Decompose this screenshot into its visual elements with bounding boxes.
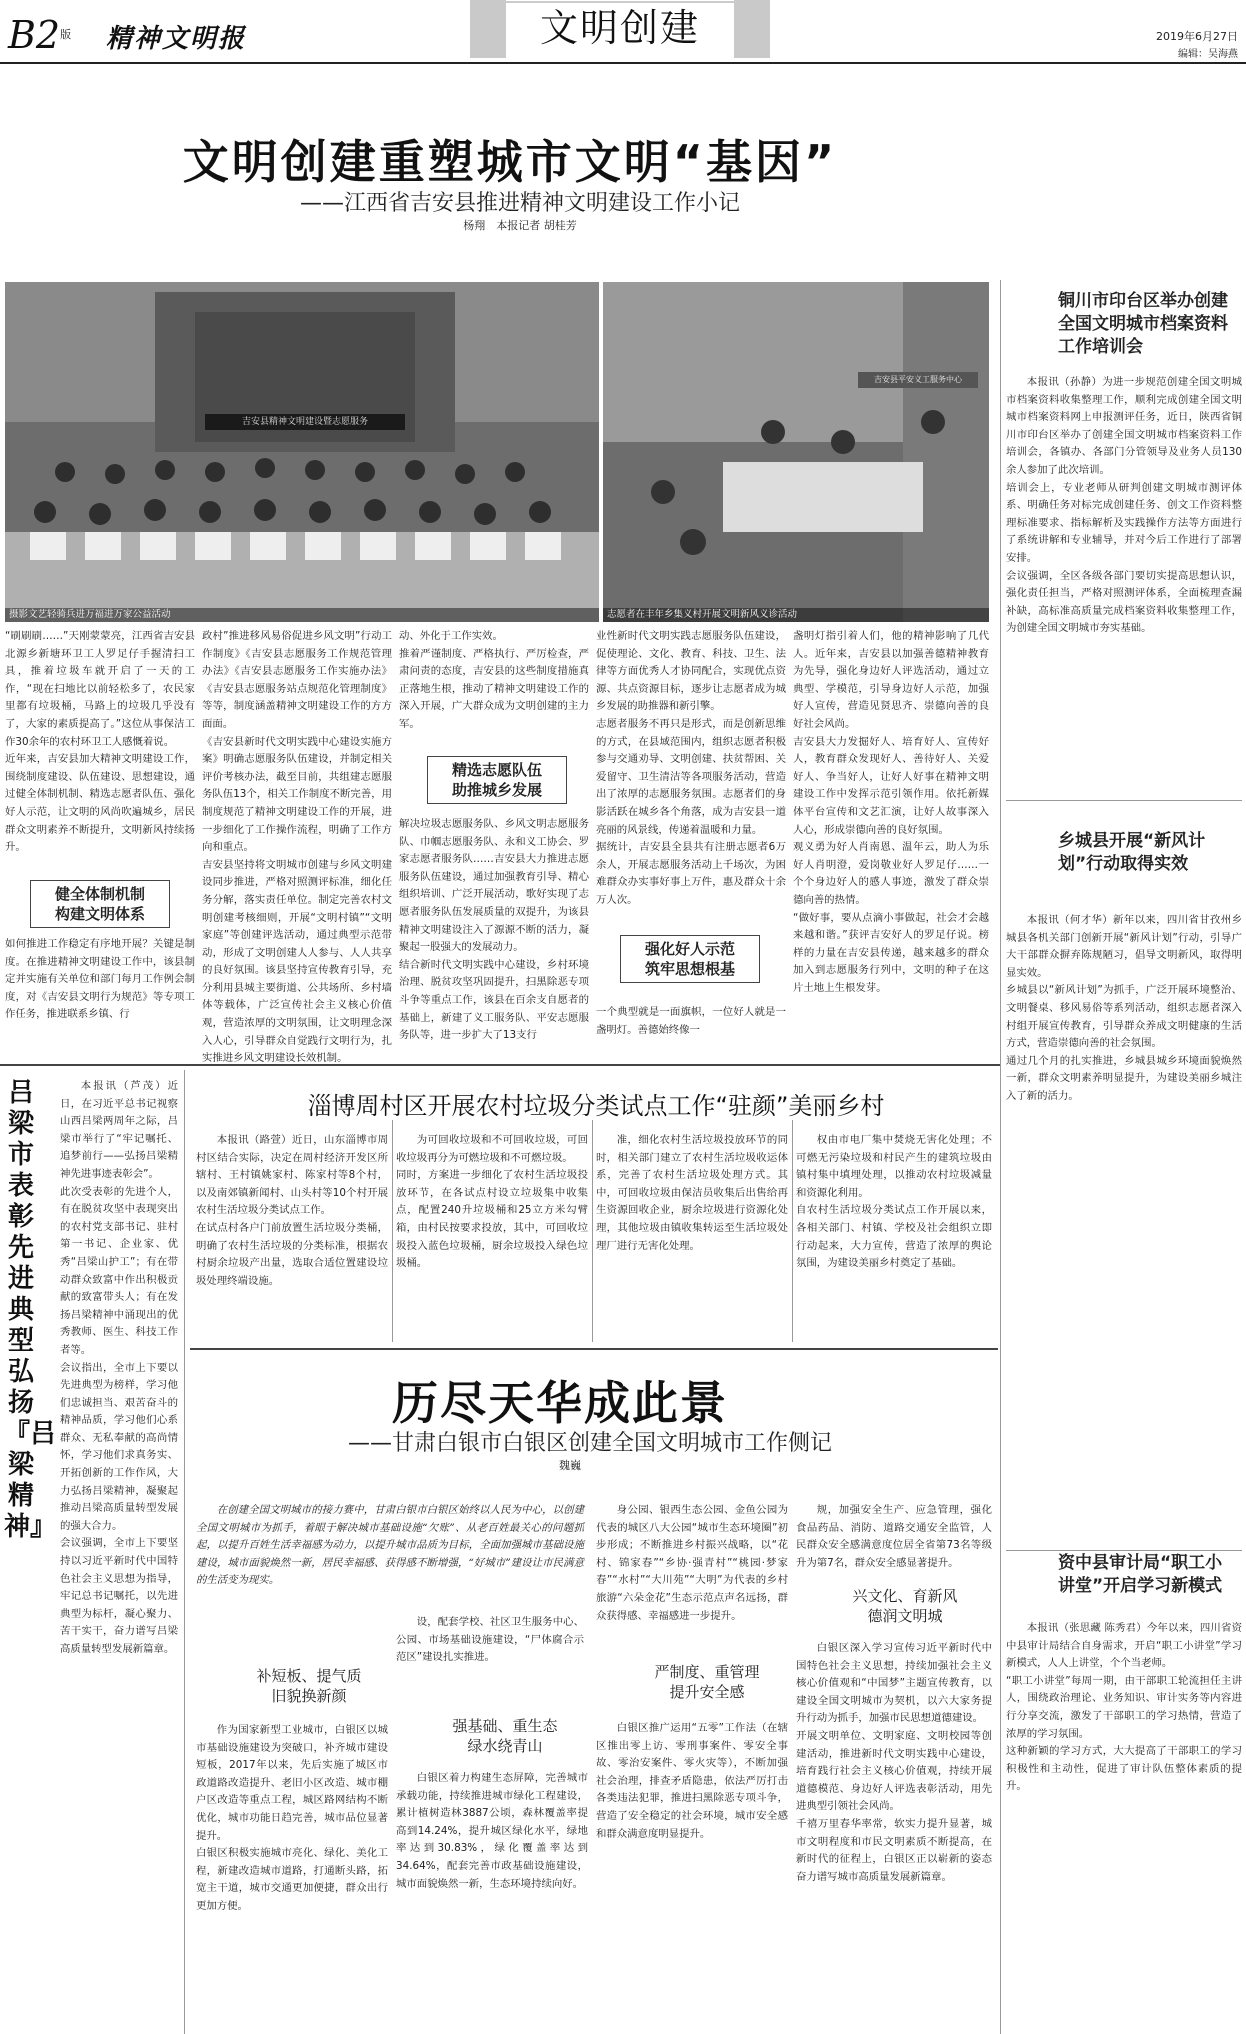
right-article-3-title: 资中县审计局“职工小讲堂”开启学习新模式 — [1058, 1553, 1223, 1596]
lead-col-3b: 解决垃圾志愿服务队、乡风文明志愿服务队、巾帼志愿服务队、永和义工协会、罗家志愿者服务队……吉安县大力推进志愿服务队伍建设，通过加强教育引导、精心组织培训、广泛开展活动，歌好实现了志愿者服务队伍发展质量的双提升，为该县精神文明建设注入了源源不断的活力，凝聚起一股强大的发展动力。 结合新时代文明实践中心建设，乡村环境治理、脱贫攻坚巩固提升，扫黑除恶专项斗争等重点工作，该县在百余支自愿者的基础上，新建了义工服务队、平安志愿服务队等，进一步扩大了13支行 — [399, 818, 589, 1042]
zibo-col-2: 为可回收垃圾和不可回收垃圾，可回收垃圾再分为可燃垃圾和不可燃垃圾。 同时，方案进一步细化了农村生活垃圾投放环节，在各试点村设立垃圾集中收集点，配置240升垃圾桶和25立方米勾臂箱，由村民按要求投放，其中，可回收垃圾投入蓝色垃圾桶，厨余垃圾投入绿色垃圾桶。 — [396, 1134, 588, 1270]
col-rule — [392, 1120, 393, 1342]
lead-subhead-1: 健全体制机制 构建文明体系 — [30, 880, 170, 928]
baiyin-col-c: 身公园、银西生态公园、金鱼公园为代表的城区八大公园“城市生态环境圈”初步形成；不断推进乡村振兴战略，以“花村、锦家春”“乡协·强青村”“桃园·梦家春”“水村”“大川苑”“大明”为代表的乡村旅游“六朵金花”生态示范点声名远扬，群众获得感、幸福感进一步提升。 — [596, 1504, 788, 1622]
lead-col-3: 动、外化于工作实效。 推着严谨制度、严格执行、严厉检查，严肃问责的态度，吉安县的这些制度措施真正落地生根，推动了精神文明建设工作的深入开展，广大群众成为文明创建的主力军。 — [399, 630, 589, 730]
baiyin-subhead-b: 强基础、重生态 绿水绕青山 — [452, 1717, 558, 1755]
right-article-1-title: 铜川市印台区举办创建全国文明城市档案资料工作培训会 — [1058, 291, 1228, 357]
page-header — [0, 0, 1246, 64]
right-article-2-body: 本报讯（何才华）新年以来，四川省甘孜州乡城县各机关部门创新开展“新风计划”行动，引导广大干部群众摒弃陈规陋习，倡导文明新风，取得明显实效。 乡城县以“新风计划”为抓手，广泛开展环境整治、文明餐桌、移风易俗等系列活动，组织志愿者深入村组开展宣传教育，引导群众养成文明健康的生活方式，营造崇德向善的社会氛围。 通过几个月的扎实推进，乡城县城乡环境面貌焕然一新，群众文明素养明显提升，为建设美丽乡城注入了新的活力。 — [1006, 914, 1242, 1102]
section-title: 文明创建 — [539, 6, 700, 50]
right-article-2-title: 乡城县开展“新风计划”行动取得实效 — [1058, 831, 1206, 874]
zibo-col-3: 准，细化农村生活垃圾投放环节的同时，相关部门建立了农村生活垃圾收运体系，完善了农村生活垃圾处理方式。其中，可回收垃圾由保洁员收集后出售给再生资源回收企业，厨余垃圾进行资源化处理，其他垃圾由镇收集转运至生活垃圾处理厂进行无害化处理。 — [596, 1134, 788, 1252]
lvliang-title: 吕梁市表彰先进典型弘扬『吕梁精神』 — [4, 1078, 57, 1542]
lead-title: 文明创建重塑城市文明“基因” — [182, 135, 838, 189]
lead-col-1b: 如何推进工作稳定有序地开展？关键是制度。在推进精神文明建设工作中，该县制定并实施有关单位和部门每月工作例会制度，对《吉安县文明行为规范》等专项工作任务，推进联系乡镇、行 — [5, 938, 195, 1021]
baiyin-col-b: 设，配套学校、社区卫生服务中心、公园、市场基础设施建设，“尸体腐合示范区”建设扎实推进。 — [396, 1616, 584, 1664]
right-article-1-body: 本报讯（孙静）为进一步规范创建全国文明城市档案资料收集整理工作，顺利完成创建全国文明城市档案资料网上申报测评任务，近日，陕西省铜川市印台区举办了创建全国文明城市档案资料工作培训会，各镇办、各部门分管领导及业务人员130余人参加了此次培训。 培训会上，专业老师从研判创建文明城市测评体系、明确任务对标完成创建任务、创文工作资料整理标准要求、指标解析及实践操作方法等方面进行了系统讲解和专业辅导，并对今后工作进行了部署安排。 会议强调，全区各级各部门要切实提高思想认识，强化责任担当，严格对照测评体系，全面梳理查漏补缺，高标准高质量完成档案资料收集整理工作，为创建全国文明城市夯实基础。 — [1006, 376, 1242, 635]
lead-photo-group — [5, 282, 599, 622]
lead-photo-clinic — [603, 282, 989, 622]
baiyin-subhead-c: 严制度、重管理 提升安全感 — [654, 1663, 760, 1701]
lead-subhead-2: 精选志愿队伍 助推城乡发展 — [427, 756, 567, 804]
baiyin-title: 历尽天华成此景 — [392, 1376, 728, 1430]
baiyin-subhead-d: 兴文化、育新风 德润文明城 — [852, 1587, 958, 1625]
photo-caption: 摄影文艺轻骑兵进万福进万家公益活动 — [5, 608, 599, 622]
zibo-col-4: 权由市电厂集中焚烧无害化处理；不可燃无污染垃圾和村民产生的建筑垃圾由镇村集中填埋处理，以推动农村垃圾减量和资源化利用。 自农村生活垃圾分类试点工作开展以来，各相关部门、村镇、学校及社会组织立即行动起来，大力宣传，营造了浓厚的舆论氛围，为建设美丽乡村奠定了基础。 — [796, 1134, 992, 1270]
lead-subtitle: ——江西省吉安县推进精神文明建设工作小记 — [299, 191, 740, 216]
right-divider-2 — [1006, 1550, 1242, 1551]
baiyin-col-cc: 白银区推广运用“五零”工作法（在辖区推出零上访、零刑事案件、零安全事故、零治安案件、零火灾等），不断加强社会治理，排查矛盾隐患，依法严厉打击各类违法犯罪，推进扫黑除恶专项斗争，营造了安全稳定的社会环境，城市安全感和群众满意度明显提升。 — [596, 1722, 788, 1840]
editor: 编辑：吴海燕 — [1178, 49, 1238, 60]
photo-banner-text: 吉安县精神文明建设暨志愿服务 — [205, 414, 405, 430]
col-rule — [792, 1120, 793, 1342]
issue-date: 2019年6月27日 — [1156, 30, 1238, 43]
group-photo-illustration — [5, 282, 599, 622]
header-rule — [0, 62, 1246, 64]
lead-col-2: 政村”推进移风易俗促进乡风文明”行动工作制度》《吉安县志愿服务工作规范管理办法》《吉安县志愿服务工作实施办法》《吉安县志愿服务站点规范化管理制度》等等，制度涵盖精神文明建设工作的方方面面。 《吉安县新时代文明实践中心建设实施方案》明确志愿服务队伍建设，并制定相关评价考核办法，截至目前，共组建志愿服务队伍13个，相关工作制度不断完善，用制度规范了精神文明建设工作的开展，进一步细化了工作操作流程，明确了工作方向和重点。 吉安县坚持将文明城市创建与乡风文明建设同步推进，严格对照测评标准，细化任务分解，落实责任单位。制定完善农村文明创建考核细则，开展“文明村镇”“文明家庭”等创建评选活动，通过典型示范带动，形成了文明创建人人参与、人人共享的良好氛围。该县坚持宣传教育引导，充分利用县城主要街道、公共场所、乡村墙体等载体，广泛宣传社会主义核心价值观，营造浓厚的文明氛围，让文明理念深入人心，引导群众自觉践行文明行为，扎实推进乡风文明建设长效机制。 — [202, 630, 392, 1065]
baiyin-col-dd: 白银区深入学习宣传习近平新时代中国特色社会主义思想，持续加强社会主义核心价值观和“中国梦”主题宣传教育，以建设全国文明城市为契机，以六大家务提升行动为抓手，加强市民思想道德建设。 开展文明单位、文明家庭、文明校园等创建活动，推进新时代文明实践中心建设，培育践行社会主义核心价值观，持续开展道德模范、身边好人评选表彰活动，用先进典型引领社会风尚。 千禧万里春华率常，软实力提升显著，城市文明程度和市民文明素质不断提高，在新时代的征程上，白银区正以崭新的姿态奋力谱写城市高质量发展新篇章。 — [796, 1642, 992, 1883]
baiyin-byline: 魏巍 — [559, 1459, 581, 1472]
photo-caption: 志愿者在丰年乡集义村开展文明新风义诊活动 — [603, 608, 989, 622]
lead-col-4: 业性新时代文明实践志愿服务队伍建设，促使理论、文化、教育、科技、卫生、法律等方面优秀人才协同配合，实现优点资源、共点资源目标，逐步让志愿者成为城乡发展的助推器和新引擎。 志愿者服务不再只是形式，而是创新思维的方式，在县域范围内，组织志愿者积极参与交通劝导、文明创建、扶贫帮困、关爱留守、卫生清洁等各项服务活动，营造出了浓厚的志愿服务氛围。志愿者们的身影活跃在城乡各个角落，成为吉安县一道亮丽的风景线，传递着温暖和力量。 据统计，吉安县全县共有注册志愿者6万余人，开展志愿服务活动上千场次，为困难群众办实事好事上万件，惠及群众十余万人次。 — [596, 630, 786, 906]
lead-col-5: 盏明灯指引着人们，他的精神影响了几代人。近年来，吉安县以加强善德精神教育为先导，强化身边好人评选活动，通过立典型、学模范，引导身边好人示范，加强好人宣传，营造见贤思齐、崇德向善的良好社会风尚。 吉安县大力发掘好人、培育好人、宣传好人，教育群众发现好人、善待好人、关爱好人、争当好人，让好人好事在精神文明建设工作中发挥示范引领作用。依托新媒体平台宣传和文艺汇演，让好人故事深入人心，形成崇德向善的良好氛围。 观义勇为好人肖南恩、温年云，助人为乐好人肖明澄，爱岗敬业好人罗足仔……一个个身边好人的感人事迹，激发了群众崇德向善的热情。 “做好事，要从点滴小事做起，社会才会越来越和谐。”获评吉安好人的罗足仔说。榜样的力量在吉安县传递，越来越多的群众加入到志愿服务行列中，文明的种子在这片土地上生根发芽。 — [793, 630, 989, 994]
baiyin-col-a: 作为国家新型工业城市，白银区以城市基础设施建设为突破口，补齐城市建设短板，2017年以来，先后实施了城区市政道路改造提升、老旧小区改造、城市棚户区改造等重点工程，城区路网结构不断优化，城市功能日趋完善，城市品位显著提升。 白银区积极实施城市亮化、绿化、美化工程，新建改造城市道路，打通断头路，拓宽主干道，城市交通更加便捷，群众出行更加方便。 — [196, 1724, 388, 1912]
col-rule — [592, 1120, 593, 1342]
zibo-col-1: 本报讯（路萱）近日，山东淄博市周村区结合实际，决定在周村经济开发区所辖村、王村镇姚家村、陈家村等8个村，以及南郊镇新闻村、山头村等10个村开展农村生活垃圾分类试点工作。 在试点村各户门前放置生活垃圾分类桶，明确了农村生活垃圾的分类标准，根据农村厨余垃圾产出量，选取合适位置建设垃圾处理终端设施。 — [196, 1134, 388, 1287]
lvliang-rule — [184, 1070, 185, 2034]
baiyin-subhead-a: 补短板、提气质 旧貌换新颜 — [256, 1667, 362, 1705]
lead-col-4b: 一个典型就是一面旗帜，一位好人就是一盏明灯。善德始终像一 — [596, 1006, 786, 1036]
right-article-3-body: 本报讯（张思藏 陈秀君）今年以来，四川省资中县审计局结合自身需求，开启“职工小讲堂”学习新模式，人人上讲堂，个个当老师。 “职工小讲堂”每周一期，由干部职工轮流担任主讲人，围绕政治理论、业务知识、审计实务等内容进行分享交流，激发了干部职工的学习热情，营造了浓厚的学习氛围。 这种新颖的学习方式，大大提高了干部职工的学习积极性和主动性，促进了审计队伍整体素质的提升。 — [1006, 1622, 1242, 1793]
baiyin-col-d: 规，加强安全生产、应急管理，强化食品药品、消防、道路交通安全监管，人民群众安全感满意度位居全省第73名等级升为第7名，群众安全感显著提升。 — [796, 1504, 992, 1569]
zibo-bottom-rule — [190, 1348, 998, 1350]
zibo-title: 淄博周村区开展农村垃圾分类试点工作“驻颜”美丽乡村 — [307, 1092, 885, 1120]
baiyin-lead: 在创建全国文明城市的接力赛中，甘肃白银市白银区始终以人民为中心，以创建全国文明城市为抓手，着眼于解决城市基础设施“欠账”、从老百姓最关心的问题抓起，以提升百姓生活幸福感为动力，以提升城市品质为目标，全面加强城市基础设施建设，城市面貌焕然一新，居民幸福感、获得感不断增强，“好城市”建设让市民满意的生活变为现实。 — [196, 1504, 584, 1587]
baiyin-col-bb: 白银区着力构建生态屏障，完善城市承载功能，持续推进城市绿化工程建设，累计植树造林3887公顷，森林覆盖率提高到14.24%，提升城区绿化水平，绿地率达到30.83%，绿化覆盖率达到34.64%，配套完善市政基础设施建设，城市面貌焕然一新，生态环境持续向好。 — [396, 1772, 588, 1890]
right-column-rule — [1000, 280, 1001, 2034]
newspaper-name: 精神文明报 — [106, 24, 247, 54]
lead-byline: 杨翔 本报记者 胡桂芳 — [463, 219, 577, 232]
volunteer-sign: 吉安县平安义工服务中心 — [858, 372, 978, 388]
lvliang-body-top: 本报讯（芦茂）近日，在习近平总书记视察山西吕梁两周年之际，吕梁市举行了“牢记嘱托、追梦前行——弘扬吕梁精神先进事迹表彰会”。 此次受表彰的先进个人，有在脱贫攻坚中表现突出的农村党支部书记、驻村第一书记、企业家、优秀“吕梁山护工”；有在带动群众致富中作出积极贡献的致富带头人；有在发扬吕梁精神中涌现出的优秀教师、医生、科技工作者等。 会议指出，全市上下要以先进典型为榜样，学习他们忠诚担当、艰苦奋斗的精神品质，学习他们心系群众、无私奉献的高尚情怀，学习他们求真务实、开拓创新的工作作风，大力弘扬吕梁精神，凝聚起推动吕梁高质量转型发展的强大合力。 会议强调，全市上下要坚持以习近平新时代中国特色社会主义思想为指导，牢记总书记嘱托，以先进典型为标杆，凝心聚力、苦干实干，奋力谱写吕梁高质量转型发展新篇章。 — [60, 1080, 178, 1655]
section-banner — [470, 0, 770, 58]
baiyin-subtitle: ——甘肃白银市白银区创建全国文明城市工作侧记 — [347, 1431, 832, 1456]
page-code: $B2^版$ — [8, 13, 72, 57]
clinic-photo-illustration — [603, 282, 989, 622]
lead-col-1: “刷刷刷……”天刚蒙蒙亮，江西省吉安县北源乡新塘环卫工人罗足仔手握清扫工具，推着垃圾车就开启了一天的工作，“现在扫地比以前轻松多了，农民家里都有垃圾桶，马路上的垃圾几乎没有了，大家的素质提高了。”这位从事保洁工作30余年的农村环卫工人感慨着说。 近年来，吉安县加大精神文明建设工作，围绕制度建设、队伍建设、思想建设，通过健全体制机制、精选志愿者队伍、强化好人示范，让文明的风尚吹遍城乡，居民群众文明素养不断提升，文明新风持续扬升。 — [5, 630, 195, 854]
lead-subhead-3: 强化好人示范 筑牢思想根基 — [620, 935, 760, 983]
right-divider-1 — [1006, 800, 1242, 801]
